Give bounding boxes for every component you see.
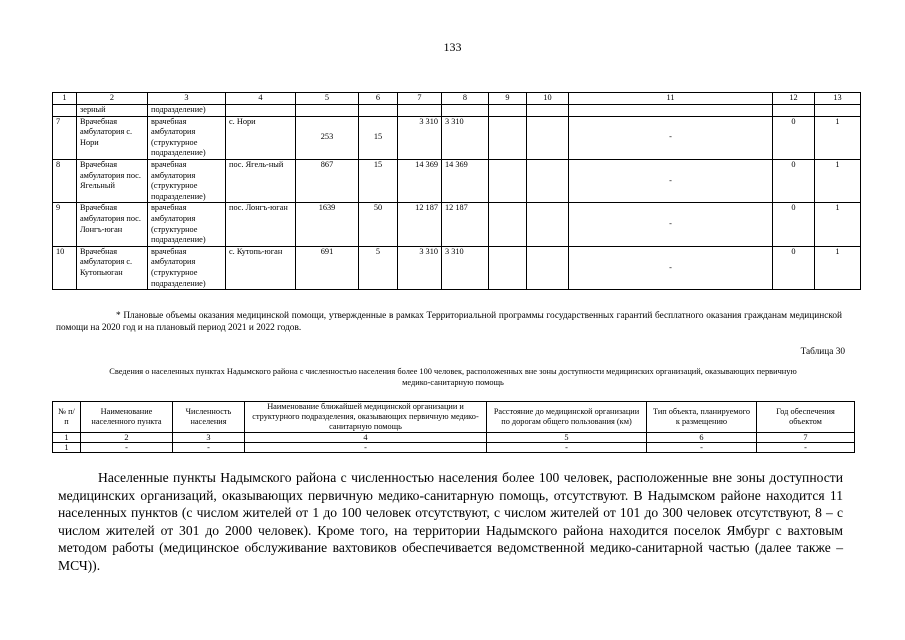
column-number: 2 <box>81 433 173 443</box>
table-row-continuation <box>53 104 861 116</box>
column-number: 1 <box>53 433 81 443</box>
column-number: 4 <box>245 433 487 443</box>
column-number: 3 <box>148 93 226 105</box>
column-number: 9 <box>489 93 527 105</box>
table-cell: - <box>487 443 647 453</box>
cell-place: пос. Лонгъ-юган <box>226 203 296 246</box>
cell-c8: 14 369 <box>442 159 489 202</box>
cell-c10 <box>527 159 569 202</box>
column-number: 10 <box>527 93 569 105</box>
cell-c13: 1 <box>815 116 861 159</box>
cell-c9 <box>489 246 527 289</box>
cell-c5: 691 <box>296 246 359 289</box>
cell-name: зерный <box>77 104 148 116</box>
column-number: 7 <box>398 93 442 105</box>
cell-name: Врачебная амбулатория пос. Ягельный <box>77 159 148 202</box>
cell-type: врачебная амбулатория (структурное подразделение) <box>148 116 226 159</box>
cell-c5: 1639 <box>296 203 359 246</box>
column-number: 2 <box>77 93 148 105</box>
cell-c7: 3 310 <box>398 116 442 159</box>
cell-type: врачебная амбулатория (структурное подразделение) <box>148 159 226 202</box>
cell-c11: - <box>569 203 773 246</box>
cell-place: с. Нори <box>226 116 296 159</box>
cell-c13: 1 <box>815 203 861 246</box>
cell-c7: 3 310 <box>398 246 442 289</box>
cell-c11: - <box>569 246 773 289</box>
cell-c7: 12 187 <box>398 203 442 246</box>
cell-c11: - <box>569 116 773 159</box>
header-cell: Наименование ближайшей медицинской организации и структурного подразделения, оказывающих первичную медико-санитарную помощь <box>245 402 487 433</box>
body-paragraph: Населенные пункты Надымского района с численностью населения более 100 человек, расположенные вне зоны доступности медицинских организаций, оказывающих первичную медико-санитарную помощь, отсутствуют. В Надымском районе находится 11 населенных пунктов (с числом жителей от 1 до 100 человек отсутствуют, с числом жителей от 101 до 300 человек отсутствуют, 8 – с числом жителей от 301 до 2000 человек). Кроме того, на территории Надымского района находится поселок Ямбург с вахтовым методом работы (медицинское обслуживание вахтовиков обеспечивается ведомственной медико-санитарной частью (далее также – МСЧ)). <box>58 470 843 573</box>
table-cell: - <box>647 443 757 453</box>
column-number: 6 <box>647 433 757 443</box>
cell-c6: 5 <box>359 246 398 289</box>
table-cell: - <box>173 443 245 453</box>
header-cell: Тип объекта, планируемого к размещению <box>647 402 757 433</box>
table-cell: - <box>757 443 855 453</box>
header-cell: Наименование населенного пункта <box>81 402 173 433</box>
cell-c10 <box>527 246 569 289</box>
cell-c5: 867 <box>296 159 359 202</box>
cell-type: подразделение) <box>148 104 226 116</box>
column-number: 13 <box>815 93 861 105</box>
column-number: 6 <box>359 93 398 105</box>
cell-index: 10 <box>53 246 77 289</box>
cell-c9 <box>489 116 527 159</box>
table-row <box>53 159 861 202</box>
cell-c8: 12 187 <box>442 203 489 246</box>
column-number: 7 <box>757 433 855 443</box>
cell-c12: 0 <box>773 203 815 246</box>
column-number: 5 <box>487 433 647 443</box>
cell-c9 <box>489 203 527 246</box>
cell-name: Врачебная амбулатория с. Нори <box>77 116 148 159</box>
medical-facilities-table <box>52 92 861 290</box>
cell-index: 9 <box>53 203 77 246</box>
footnote: * Плановые объемы оказания медицинской помощи, утвержденные в рамках Территориальной программы государственных гарантий бесплатного оказания гражданам медицинской помощи на 2020 год и на плановый период 2021 и 2022 годов. <box>56 311 842 333</box>
table-row <box>53 443 855 453</box>
cell-type: врачебная амбулатория (структурное подразделение) <box>148 246 226 289</box>
cell-c10 <box>527 116 569 159</box>
cell-type: врачебная амбулатория (структурное подразделение) <box>148 203 226 246</box>
table-header-row <box>53 93 861 105</box>
cell-c11: - <box>569 159 773 202</box>
cell-c9 <box>489 159 527 202</box>
table-row <box>53 203 861 246</box>
table-caption: Сведения о населенных пунктах Надымского района с численностью населения более 100 человек, расположенных вне зоны доступности медицинских организаций, оказывающих первичную медико-санитарную помощь <box>109 367 797 387</box>
column-number: 11 <box>569 93 773 105</box>
cell-c8: 3 310 <box>442 116 489 159</box>
table-cell: 1 <box>53 443 81 453</box>
cell-c12: 0 <box>773 159 815 202</box>
column-number: 8 <box>442 93 489 105</box>
table-row <box>53 246 861 289</box>
cell-index: 8 <box>53 159 77 202</box>
cell-c12: 0 <box>773 116 815 159</box>
column-number: 1 <box>53 93 77 105</box>
column-number: 12 <box>773 93 815 105</box>
column-numbers-row <box>53 433 855 443</box>
cell-c8: 3 310 <box>442 246 489 289</box>
cell-c5: 253 <box>296 116 359 159</box>
cell-name: Врачебная амбулатория пос. Лонгъ-юган <box>77 203 148 246</box>
cell-c7: 14 369 <box>398 159 442 202</box>
cell-c6: 50 <box>359 203 398 246</box>
cell-c12: 0 <box>773 246 815 289</box>
column-number: 4 <box>226 93 296 105</box>
table-label: Таблица 30 <box>800 347 845 357</box>
page-number: 133 <box>443 40 462 54</box>
header-cell: Год обеспечения объектом <box>757 402 855 433</box>
header-cell: Численность населения <box>173 402 245 433</box>
cell-c6: 15 <box>359 159 398 202</box>
table-cell: - <box>81 443 173 453</box>
cell-place: с. Кутопь-юган <box>226 246 296 289</box>
cell-name: Врачебная амбулатория с. Кутопьюган <box>77 246 148 289</box>
header-cell: № п/п <box>53 402 81 433</box>
cell-index: 7 <box>53 116 77 159</box>
header-cell: Расстояние до медицинской организации по дорогам общего пользования (км) <box>487 402 647 433</box>
column-number: 3 <box>173 433 245 443</box>
settlements-table <box>52 401 855 453</box>
cell-c6: 15 <box>359 116 398 159</box>
table-cell: - <box>245 443 487 453</box>
cell-c10 <box>527 203 569 246</box>
column-number: 5 <box>296 93 359 105</box>
cell-c13: 1 <box>815 246 861 289</box>
table-row <box>53 116 861 159</box>
cell-c13: 1 <box>815 159 861 202</box>
cell-place: пос. Ягель-ный <box>226 159 296 202</box>
table-header-row <box>53 402 855 433</box>
